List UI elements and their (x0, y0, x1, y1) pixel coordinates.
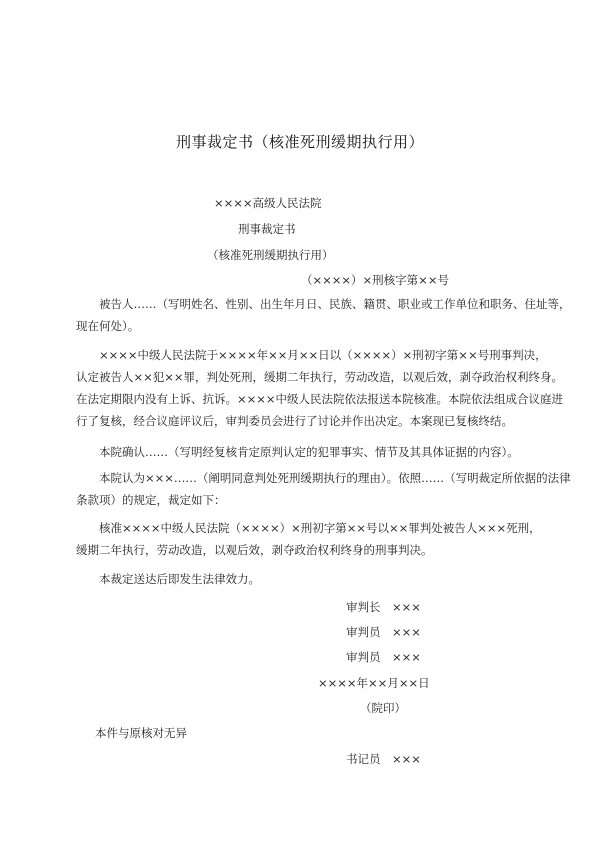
doc-type: 刑事裁定书 (238, 222, 296, 236)
paragraph-ruling (76, 517, 541, 561)
paragraph-line: 本院认为×××……（阐明同意判处死刑缓期执行的理由）。依照……（写明裁定所依据的法律 (99, 471, 571, 485)
paragraph-line: 本院确认……（写明经复核肯定原判认定的犯罪事实、情节及其具体证据的内容）。 (99, 445, 519, 459)
verification-note: 本件与原核对无异 (95, 726, 187, 740)
paragraph-defendant (76, 293, 571, 337)
paragraph-line: 缓期二年执行，劳动改造，以观后效，剥夺政治权利终身的刑事判决。 (76, 543, 433, 557)
paragraph-line: 核准××××中级人民法院（××××）×刑初字第××号以××罪判处被告人×××死刑， (99, 521, 541, 535)
paragraph-effect (76, 568, 538, 590)
court-seal: （院印） (360, 701, 406, 715)
paragraph-reasoning (76, 467, 571, 511)
paragraph-line: 现在何处）。 (76, 319, 140, 333)
paragraph-line: 本裁定送达后即发生法律效力。 (99, 572, 260, 586)
paragraph-line: 在法定期限内没有上诉、抗诉。××××中级人民法院依法报送本院核准。本院依法组成合议庭进 (76, 392, 564, 406)
paragraph-line: 行了复核，经合议庭评议后，审判委员会进行了讨论并作出决定。本案现已复核终结。 (76, 414, 513, 428)
ruling-date: ××××年××月××日 (318, 676, 430, 690)
document-title: 刑事裁定书（核准死刑缓期执行用） (175, 133, 424, 151)
case-number: （××××）×刑核字第××号 (301, 273, 449, 287)
paragraph-line: 认定被告人××犯××罪，判处死刑，缓期二年执行，劳动改造，以观后效，剥夺政治权利终身。 (76, 370, 564, 384)
doc-subtitle: （核准死刑缓期执行用） (207, 248, 334, 262)
judge-signature-2: 审判员 ××× (346, 650, 421, 664)
paragraph-background (76, 344, 564, 432)
paragraph-confirmation (76, 441, 538, 463)
chief-judge-signature: 审判长 ××× (346, 600, 421, 614)
judge-signature-1: 审判员 ××× (346, 625, 421, 639)
paragraph-line: 条款项）的规定，裁定如下： (76, 493, 226, 507)
clerk-signature: 书记员 ××× (346, 752, 421, 766)
court-name: ××××高级人民法院 (214, 196, 322, 210)
paragraph-line: 被告人……（写明姓名、性别、出生年月日、民族、籍贯、职业或工作单位和职务、住址等， (99, 297, 571, 311)
paragraph-line: ××××中级人民法院于××××年××月××日以（××××）×刑初字第××号刑事判决， (99, 348, 547, 362)
